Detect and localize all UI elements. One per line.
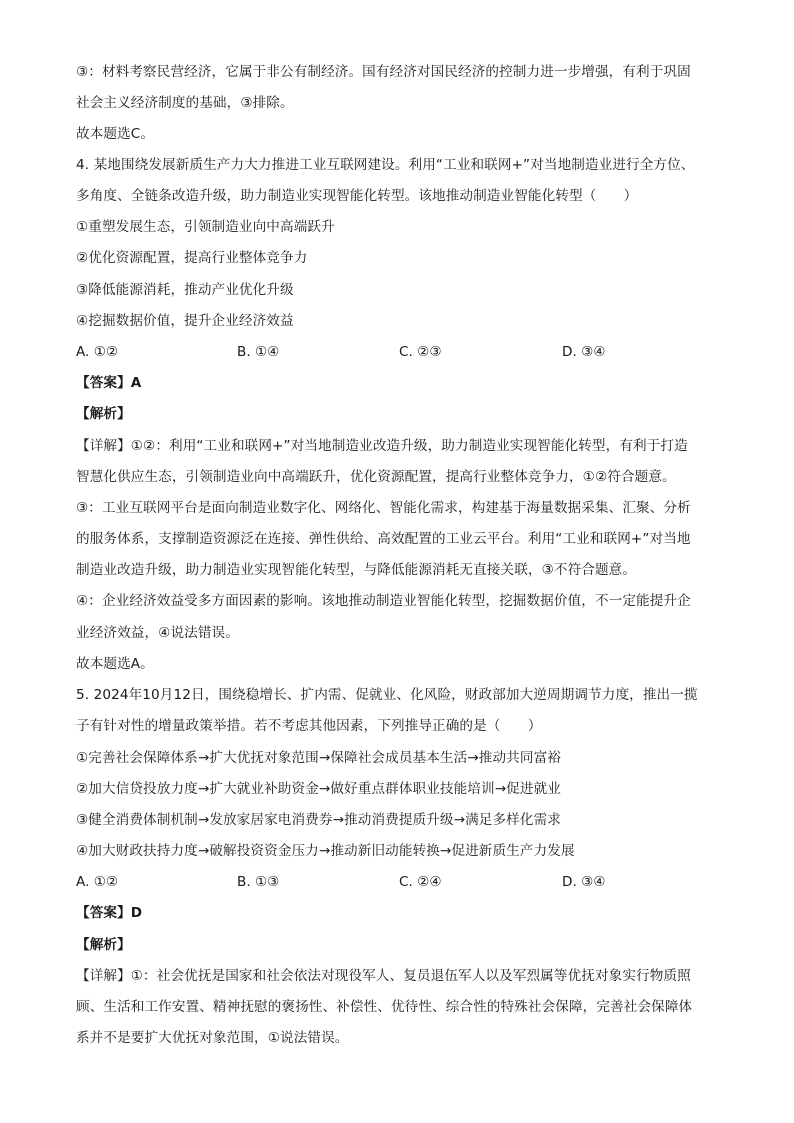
q4-conclusion: 故本题选A。 [76, 656, 154, 672]
q5-answer: 【答案】D [76, 905, 143, 921]
q4-detail-line: ④：企业经济效益受多方面因素的影响。该地推动制造业智能化转型，挖掘数据价值，不一定能提升企 [76, 593, 691, 609]
q5-detail-line: 【详解】①：社会优抚是国家和社会依法对现役军人、复员退伍军人以及军烈属等优抚对象实行物质照 [76, 968, 691, 984]
q5-statement: ④加大财政扶持力度→破解投资资金压力→推动新旧动能转换→促进新质生产力发展 [76, 843, 575, 859]
q4-detail-line: 【详解】①②：利用“工业和联网+”对当地制造业改造升级，助力制造业实现智能化转型，有利于打造 [76, 438, 688, 454]
q5-option-d: D. ③④ [562, 874, 606, 890]
q5-option-a: A. ①② [76, 874, 119, 890]
q5-stem: 子有针对性的增量政策举措。若不考虑其他因素，下列推导正确的是（ ） [76, 718, 542, 734]
q4-option-b: B. ①④ [237, 344, 280, 360]
q5-stem: 5. 2024年10月12日，围绕稳增长、扩内需、促就业、化风险，财政部加大逆周期调节力度，推出一揽 [76, 687, 698, 703]
q4-option-d: D. ③④ [562, 344, 606, 360]
q4-answer: 【答案】A [76, 375, 142, 391]
q4-statement: ③降低能源消耗，推动产业优化升级 [76, 282, 294, 298]
q5-detail-line: 系并不是要扩大优抚对象范围，①说法错误。 [76, 1030, 349, 1046]
q5-statement: ③健全消费体制机制→发放家居家电消费券→推动消费提质升级→满足多样化需求 [76, 812, 561, 828]
q4-option-c: C. ②③ [399, 344, 442, 360]
q4-statement: ①重塑发展生态，引领制造业向中高端跃升 [76, 219, 335, 235]
q4-stem: 多角度、全链条改造升级，助力制造业实现智能化转型。该地推动制造业智能化转型（ ） [76, 188, 638, 204]
q4-options [76, 343, 726, 361]
q4-detail-line: 业经济效益，④说法错误。 [76, 625, 239, 641]
q5-detail-line: 顾、生活和工作安置、精神抚慰的褒扬性、补偿性、优待性、综合性的特殊社会保障，完善社会保障体 [76, 999, 693, 1015]
q3-analysis-line: 社会主义经济制度的基础，③排除。 [76, 95, 294, 111]
q5-option-c: C. ②④ [399, 874, 442, 890]
q4-option-a: A. ①② [76, 344, 119, 360]
q5-analysis-heading: 【解析】 [76, 937, 131, 953]
q4-analysis-heading: 【解析】 [76, 406, 131, 422]
q4-detail-line: 智慧化供应生态，引领制造业向中高端跃升，优化资源配置，提高行业整体竞争力，①②符合题意。 [76, 469, 676, 485]
q4-statement: ④挖掘数据价值，提升企业经济效益 [76, 313, 294, 329]
q5-statement: ①完善社会保障体系→扩大优抚对象范围→保障社会成员基本生活→推动共同富裕 [76, 750, 561, 766]
q4-detail-line: ③：工业互联网平台是面向制造业数字化、网络化、智能化需求，构建基于海量数据采集、汇聚、分析 [76, 500, 691, 516]
q3-conclusion: 故本题选C。 [76, 126, 155, 142]
q5-option-b: B. ①③ [237, 874, 280, 890]
q5-options [76, 873, 726, 891]
q3-analysis-line: ③：材料考察民营经济，它属于非公有制经济。国有经济对国民经济的控制力进一步增强，有利于巩固 [76, 64, 691, 80]
q4-stem: 4. 某地围绕发展新质生产力大力推进工业互联网建设。利用“工业和联网+”对当地制造业进行全方位、 [76, 157, 695, 173]
q4-detail-line: 的服务体系，支撑制造资源泛在连接、弹性供给、高效配置的工业云平台。利用“工业和联网+”对当地 [76, 531, 691, 547]
q4-statement: ②优化资源配置，提高行业整体竞争力 [76, 250, 308, 266]
q4-detail-line: 制造业改造升级，助力制造业实现智能化转型，与降低能源消耗无直接关联，③不符合题意。 [76, 562, 637, 578]
q5-statement: ②加大信贷投放力度→扩大就业补助资金→做好重点群体职业技能培训→促进就业 [76, 781, 561, 797]
